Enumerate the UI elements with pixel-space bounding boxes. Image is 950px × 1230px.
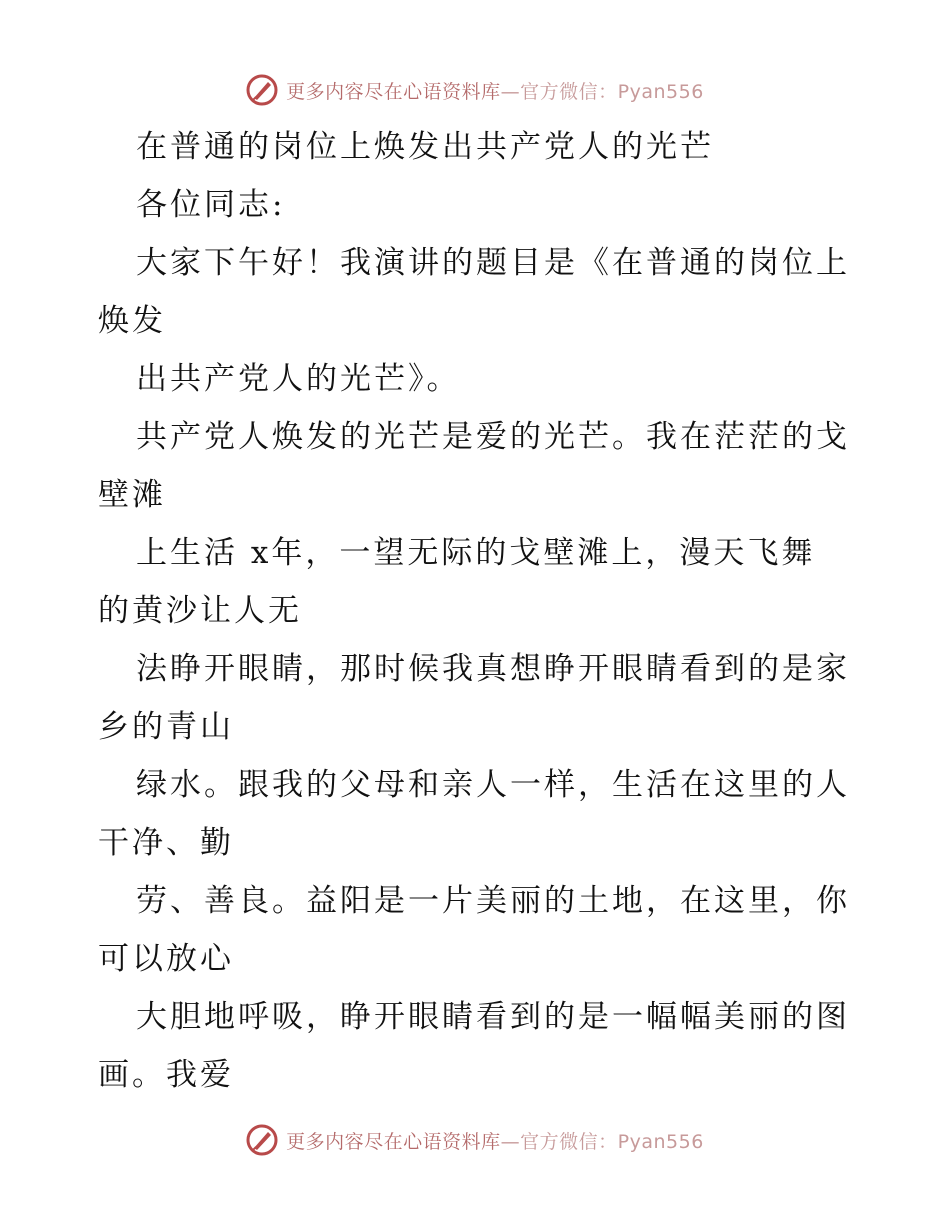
text-line: 干净、勤 xyxy=(98,825,234,861)
text-line: 画。我爱 xyxy=(98,1057,234,1093)
text-line: 绿水。跟我的父母和亲人一样，生活在这里的人 xyxy=(136,767,850,803)
text-line: 可以放心 xyxy=(98,941,234,977)
text-line: 壁滩 xyxy=(98,477,166,513)
text-line: 上生活 x年，一望无际的戈壁滩上，漫天飞舞 xyxy=(136,535,816,571)
quill-logo-icon xyxy=(246,74,278,106)
watermark-brand: 更多内容尽在心语资料库 xyxy=(286,80,501,103)
watermark-suffix: —官方微信：Pyan556 xyxy=(500,1130,704,1153)
text-line: 乡的青山 xyxy=(98,709,234,745)
text-line: 劳、善良。益阳是一片美丽的土地，在这里，你 xyxy=(136,883,850,919)
text-line: 焕发 xyxy=(98,303,166,339)
watermark-brand: 更多内容尽在心语资料库 xyxy=(286,1130,501,1153)
document-body xyxy=(98,118,858,1104)
text-line: 出共产党人的光芒》。 xyxy=(136,361,461,397)
quill-logo-icon xyxy=(246,1124,278,1156)
footer-watermark xyxy=(0,1120,950,1160)
header-watermark xyxy=(0,70,950,110)
text-line: 共产党人焕发的光芒是爱的光芒。我在茫茫的戈 xyxy=(136,419,850,455)
text-line: 的黄沙让人无 xyxy=(98,593,302,629)
watermark-text xyxy=(286,1127,704,1154)
text-line: 各位同志: xyxy=(136,187,286,223)
text-line: 法睁开眼睛，那时候我真想睁开眼睛看到的是家 xyxy=(136,651,850,687)
text-line: 大胆地呼吸，睁开眼睛看到的是一幅幅美丽的图 xyxy=(136,999,850,1035)
watermark-text xyxy=(286,77,704,104)
document-title: 在普通的岗位上焕发出共产党人的光芒 xyxy=(136,129,714,165)
watermark-suffix: —官方微信：Pyan556 xyxy=(500,80,704,103)
text-line: 大家下午好！我演讲的题目是《在普通的岗位上 xyxy=(136,245,850,281)
